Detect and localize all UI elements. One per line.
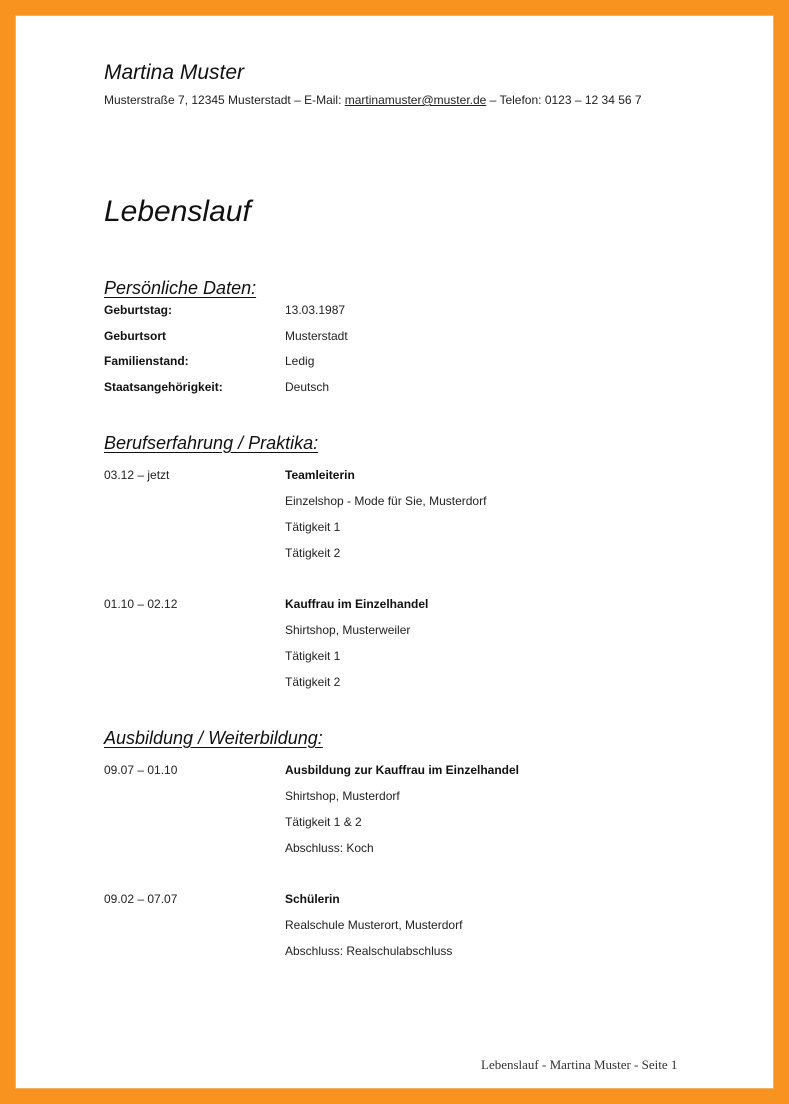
page-footer: Lebenslauf - Martina Muster - Seite 1 xyxy=(481,1057,678,1072)
entry-date: 03.12 – jetzt xyxy=(104,468,170,482)
contact-phone: – Telefon: 0123 – 12 34 56 7 xyxy=(486,93,642,107)
entry-detail: Tätigkeit 1 & 2 xyxy=(285,815,362,829)
personal-value: Musterstadt xyxy=(285,329,348,343)
personal-label: Familienstand: xyxy=(104,354,189,368)
personal-label: Staatsangehörigkeit: xyxy=(104,380,223,394)
document-title: Lebenslauf xyxy=(104,195,251,228)
entry-detail: Shirtshop, Musterweiler xyxy=(285,623,411,637)
personal-value: 13.03.1987 xyxy=(285,303,346,317)
entry-detail: Tätigkeit 1 xyxy=(285,649,341,663)
section-heading-personal: Persönliche Daten: xyxy=(104,278,257,298)
entry-detail: Einzelshop - Mode für Sie, Musterdorf xyxy=(285,494,487,508)
personal-value: Deutsch xyxy=(285,380,330,394)
entry-detail: Tätigkeit 1 xyxy=(285,520,341,534)
personal-label: Geburtstag: xyxy=(104,303,173,317)
email-link[interactable]: martinamuster@muster.de xyxy=(344,93,487,107)
entry-detail: Abschluss: Koch xyxy=(285,841,374,855)
entry-detail: Realschule Musterort, Musterdorf xyxy=(285,918,463,932)
contact-address: Musterstraße 7, 12345 Musterstadt – E-Mail: xyxy=(104,93,345,107)
personal-value: Ledig xyxy=(285,354,315,368)
entry-title: Teamleiterin xyxy=(285,468,355,482)
section-heading-experience: Berufserfahrung / Praktika: xyxy=(104,433,319,453)
entry-detail: Shirtshop, Musterdorf xyxy=(285,789,400,803)
section-heading-education: Ausbildung / Weiterbildung: xyxy=(104,728,323,748)
entry-date: 09.07 – 01.10 xyxy=(104,763,178,777)
entry-date: 01.10 – 02.12 xyxy=(104,597,178,611)
entry-title: Ausbildung zur Kauffrau im Einzelhandel xyxy=(285,763,520,777)
contact-line xyxy=(104,93,642,107)
entry-detail: Tätigkeit 2 xyxy=(285,546,341,560)
entry-date: 09.02 – 07.07 xyxy=(104,892,178,906)
personal-label: Geburtsort xyxy=(104,329,167,343)
applicant-name: Martina Muster xyxy=(104,61,245,84)
entry-title: Kauffrau im Einzelhandel xyxy=(285,597,429,611)
entry-title: Schülerin xyxy=(285,892,340,906)
resume-page xyxy=(15,15,774,1089)
entry-detail: Abschluss: Realschulabschluss xyxy=(285,944,453,958)
entry-detail: Tätigkeit 2 xyxy=(285,675,341,689)
